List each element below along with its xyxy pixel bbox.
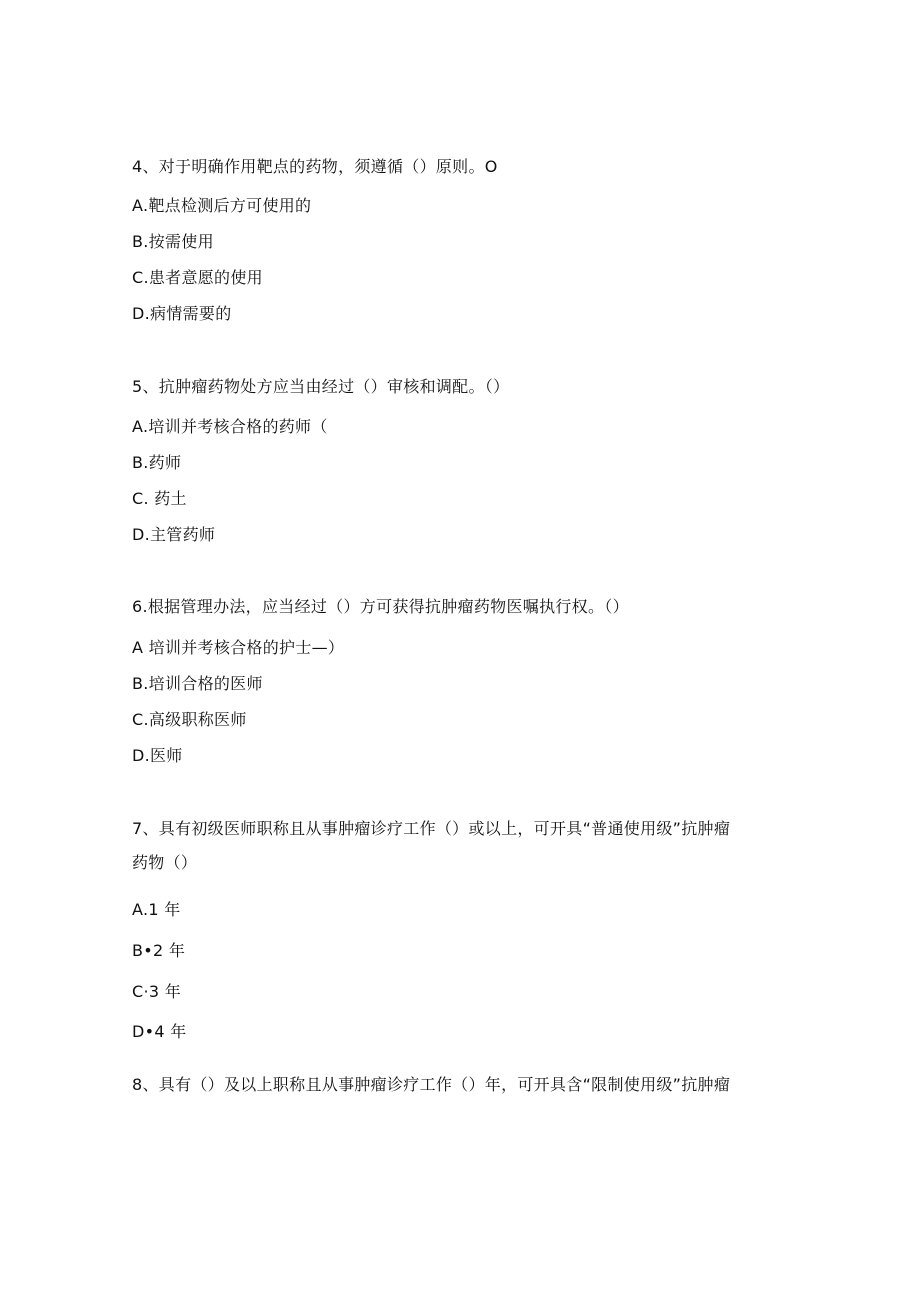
option-a: A.1 年 xyxy=(132,900,181,919)
option-c: C.患者意愿的使用 xyxy=(132,268,263,287)
option-d: D.主管药师 xyxy=(132,525,216,544)
question-stem: 6.根据管理办法，应当经过（）方可获得抗肿瘤药物医嘱执行权。（） xyxy=(132,597,629,616)
question-stem-line-2: 药物（） xyxy=(132,853,198,872)
option-a: A.培训并考核合格的药师（ xyxy=(132,417,328,436)
option-c: C. 药土 xyxy=(132,489,187,508)
option-b: B•2 年 xyxy=(132,941,186,960)
option-b: B.培训合格的医师 xyxy=(132,674,263,693)
option-c: C·3 年 xyxy=(132,982,182,1001)
question-stem-line-1: 7、具有初级医师职称且从事肿瘤诊疗工作（）或以上，可开具“普通使用级”抗肿瘤 xyxy=(132,819,731,838)
option-d: D.医师 xyxy=(132,746,183,765)
option-b: B.按需使用 xyxy=(132,232,214,251)
option-c: C.高级职称医师 xyxy=(132,710,247,729)
option-a: A 培训并考核合格的护士—） xyxy=(132,638,345,657)
question-stem: 8、具有（）及以上职称且从事肿瘤诊疗工作（）年，可开具含“限制使用级”抗肿瘤 xyxy=(132,1075,731,1094)
option-b: B.药师 xyxy=(132,453,182,472)
question-stem: 4、对于明确作用靶点的药物，须遵循（）原则。O xyxy=(132,157,498,176)
question-stem: 5、抗肿瘤药物处方应当由经过（）审核和调配。（） xyxy=(132,377,510,396)
option-d: D•4 年 xyxy=(132,1022,187,1041)
option-a: A.靶点检测后方可使用的 xyxy=(132,196,312,215)
option-d: D.病情需要的 xyxy=(132,304,232,323)
